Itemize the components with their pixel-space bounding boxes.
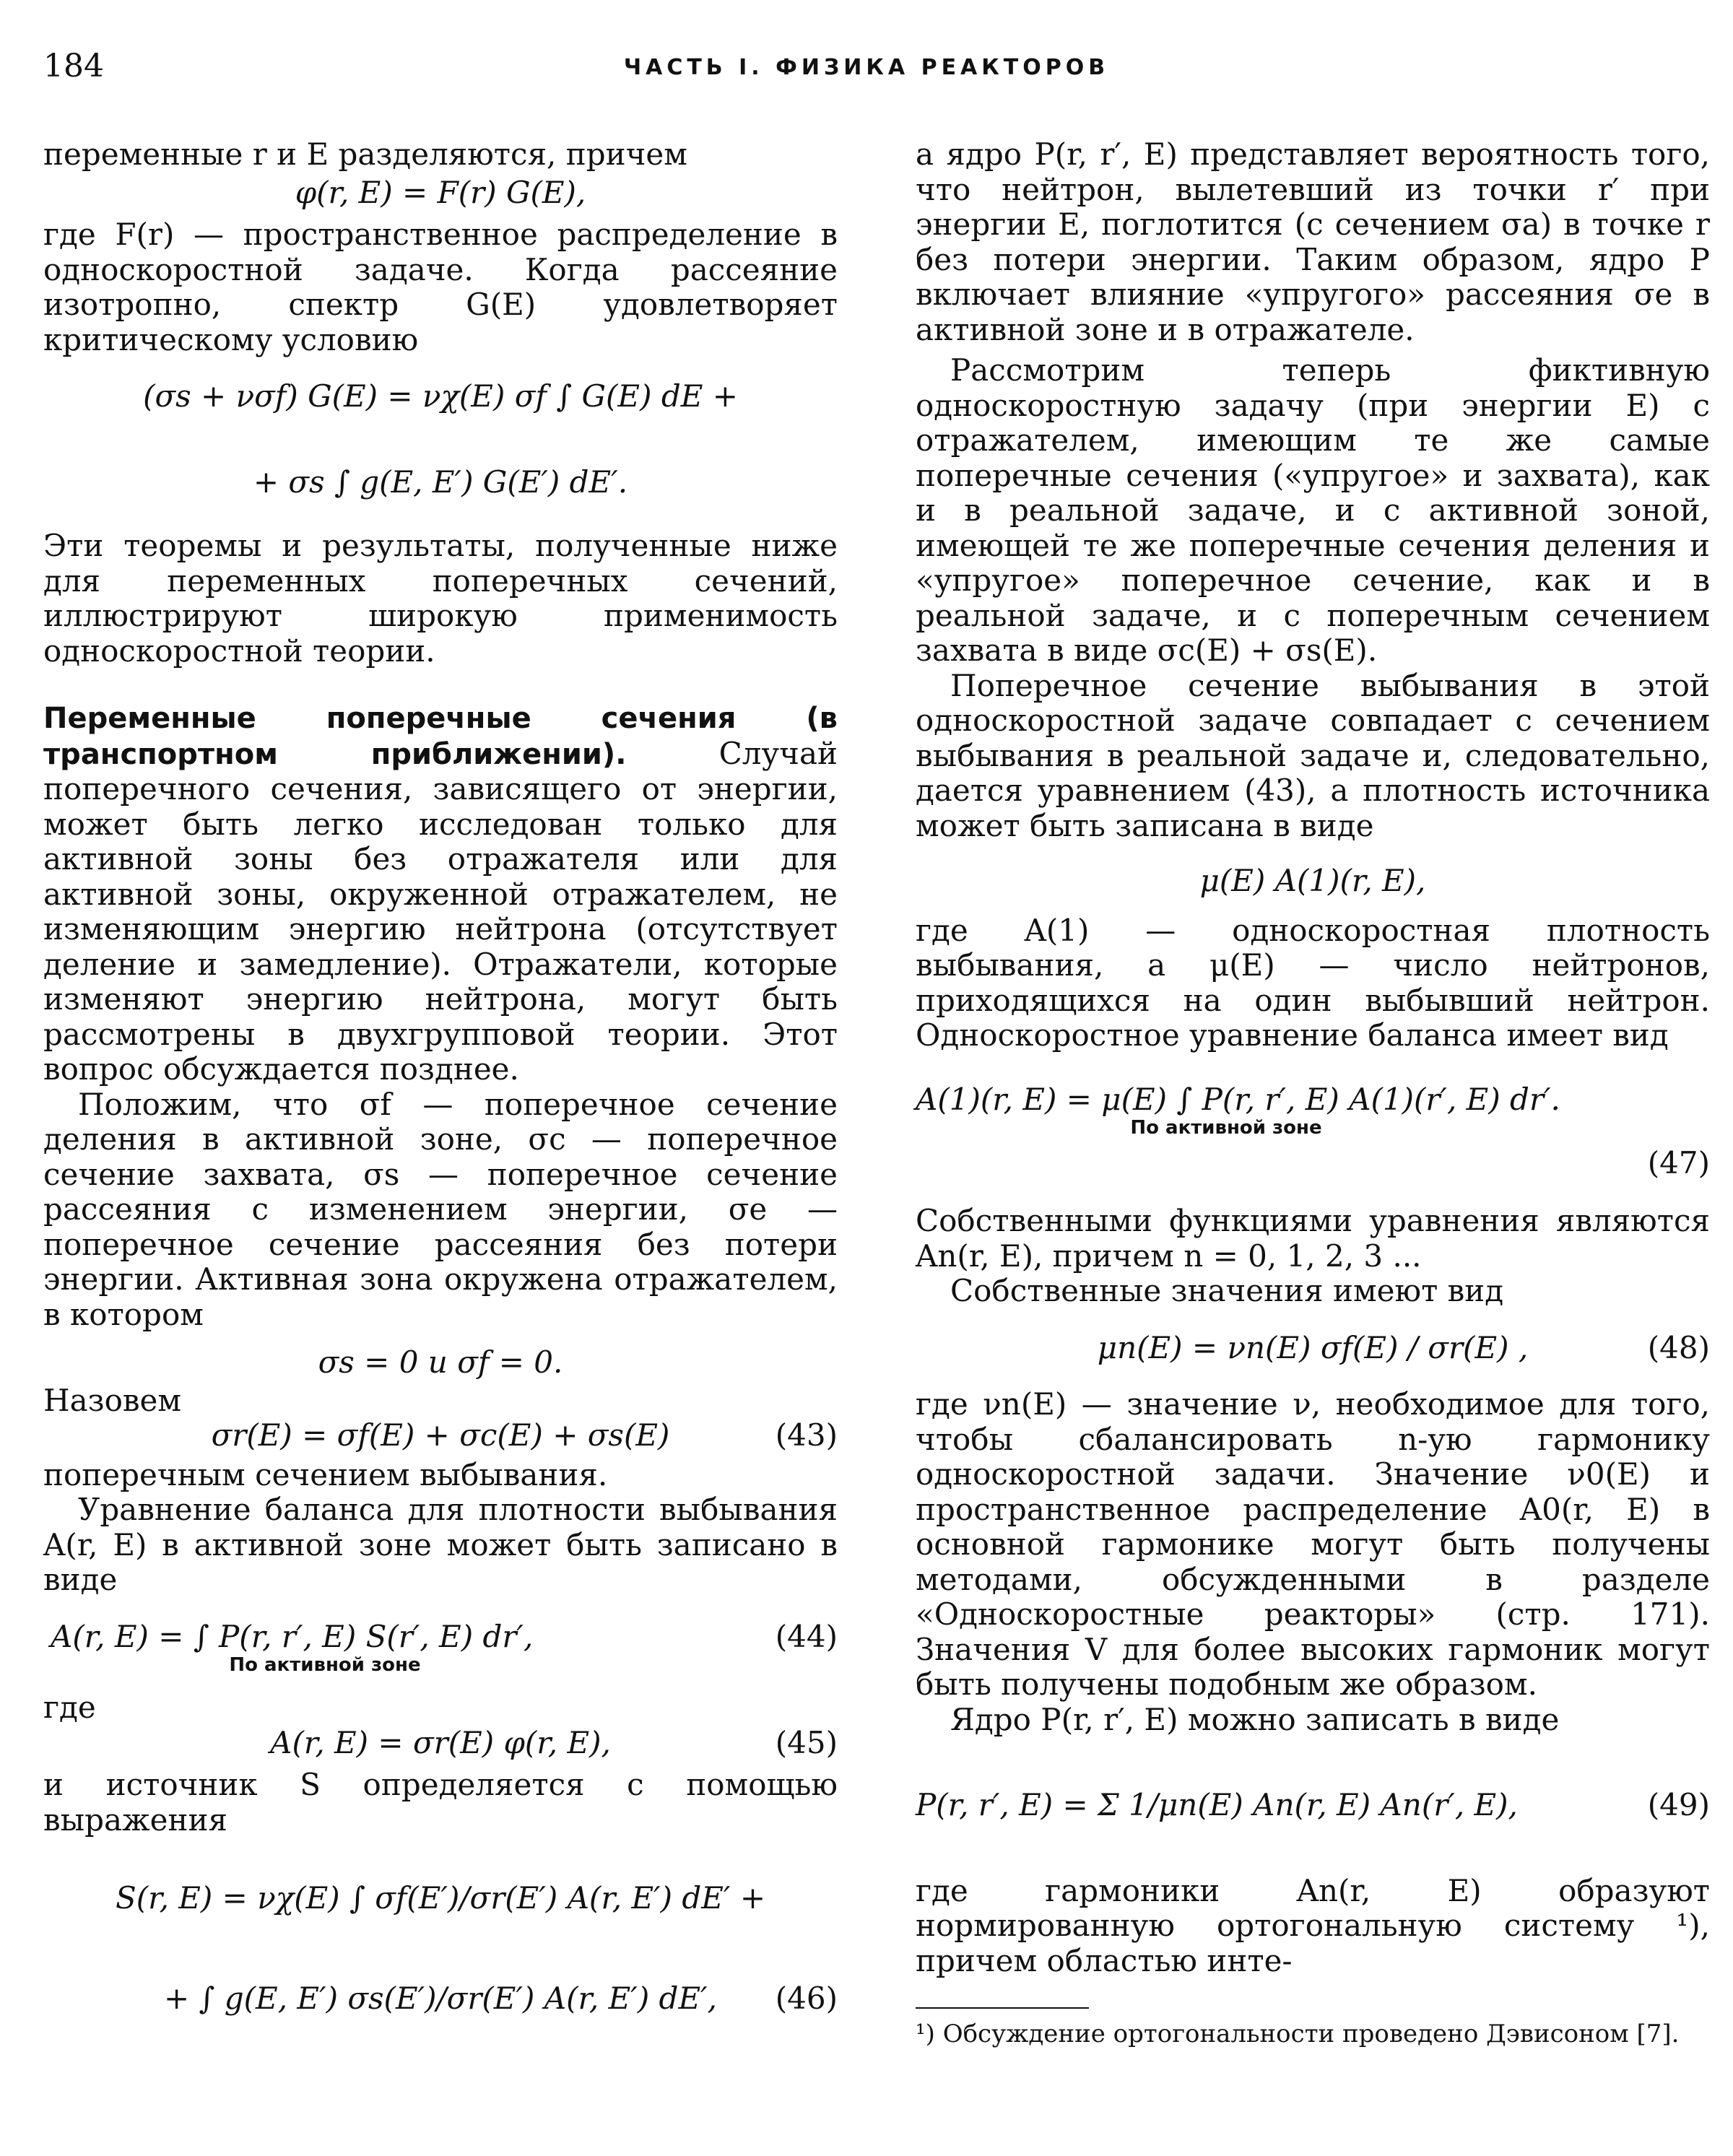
paragraph: Рассмотрим теперь фиктивную односкоростную задачу (при энергии E) с отражателем, имеющим те же самые поперечные сечения («упругое» и захвата), как и в реальной задаче, и с активной зоной, имеющей те же поперечные сечения деления и «упругое» поперечное сечение, как и в реальной задаче, и с поперечным сечением захвата в виде σc(E) + σs(E).	[916, 352, 1710, 668]
paragraph: Эти теоремы и результаты, полученные ниже для переменных поперечных сечений, иллюстрируют широкую применимость односкоростной теории.	[43, 528, 838, 669]
equation-47: A(1)(r, E) = μ(E) ∫ P(r, r′, E) A(1)(r′, E) dr′.	[916, 1081, 1560, 1117]
paragraph: поперечным сечением выбывания.	[43, 1456, 608, 1492]
paragraph: Поперечное сечение выбывания в этой односкоростной задаче совпадает с сечением выбывания в реальной задаче и, следовательно, дается уравнением (43), а плотность источника может быть записана в виде	[916, 667, 1710, 843]
footnote: ¹) Обсуждение ортогональности проведено Дэвисоном [7].	[916, 2020, 1680, 2048]
equation-44: A(r, E) = ∫ P(r, r′, E) S(r′, E) dr′, (44)	[51, 1618, 838, 1654]
section-heading: Переменные поперечные сечения (в транспортном приближении).	[43, 702, 838, 771]
paragraph: и источник S определяется с помощью выражения	[43, 1767, 838, 1838]
footnote-rule	[916, 2007, 1089, 2009]
section-paragraph: Переменные поперечные сечения (в транспортном приближении). Случай поперечного сечения, зависящего от энергии, может быть легко исследован только для активной зоны без отражателя или для активной зоны, окруженной отражателем, не изменяющим энергию нейтрона (отсутствует деление и замедление). Отражатели, которые изменяют энергию нейтрона, могут быть рассмотрены в двухгрупповой теории. Этот вопрос обсуждается позднее.	[43, 702, 838, 1087]
running-head: ЧАСТЬ I. ФИЗИКА РЕАКТОРОВ	[623, 55, 1110, 80]
equation-number: (49)	[1647, 1787, 1710, 1822]
right-column	[916, 137, 1710, 2049]
equation-47-number-row	[916, 1146, 1710, 1189]
equation-critical-line-2: + σs ∫ g(E, E′) G(E′) dE′.	[253, 464, 628, 500]
integration-region-label: По активной зоне	[229, 1654, 421, 1676]
equation-48: μn(E) = νn(E) σf(E) / σr(E) , (48)	[1097, 1329, 1710, 1365]
equation-number: (44)	[775, 1618, 838, 1654]
equation-45: A(r, E) = σr(E) φ(r, E), (45)	[270, 1724, 838, 1760]
equation-46-line-2: + ∫ g(E, E′) σs(E′)/σr(E′) A(r, E′) dE′, (46)	[164, 1980, 838, 2016]
paragraph: где	[43, 1690, 96, 1725]
paragraph: где A(1) — односкоростная плотность выбывания, а μ(E) — число нейтронов, приходящихся на один выбывший нейтрон. Односкоростное уравнение баланса имеет вид	[916, 912, 1710, 1053]
paragraph: Назовем	[43, 1382, 182, 1418]
equation-number: (43)	[775, 1417, 838, 1453]
equation-number: (48)	[1647, 1329, 1710, 1365]
paragraph: где F(r) — пространственное распределение в односкоростной задаче. Когда рассеяние изотропно, спектр G(E) удовлетворяет критическому условию	[43, 217, 838, 357]
equation-49: P(r, r′, E) = Σ 1/μn(E) An(r, E) An(r′, E), (49)	[916, 1787, 1710, 1822]
left-column	[43, 137, 838, 2016]
paragraph: переменные r и E разделяются, причем	[43, 136, 687, 172]
equation-zero: σs = 0 и σf = 0.	[318, 1344, 563, 1380]
paragraph: Ядро P(r, r′, E) можно записать в виде	[950, 1701, 1560, 1737]
paragraph: Положим, что σf — поперечное сечение деления в активной зоне, σc — поперечное сечение захвата, σs — поперечное сечение рассеяния с изменением энергии, σe — поперечное сечение рассеяния без потери энергии. Активная зона окружена отражателем, в котором	[43, 1086, 838, 1332]
equation-number: (45)	[775, 1724, 838, 1760]
equation-phi: φ(r, E) = F(r) G(E),	[295, 174, 586, 210]
integration-region-label: По активной зоне	[1130, 1117, 1322, 1139]
equation-43: σr(E) = σf(E) + σc(E) + σs(E) (43)	[211, 1417, 838, 1453]
paragraph: где гармоники An(r, E) образуют нормированную ортогональную систему ¹), причем областью инте-	[916, 1872, 1710, 1978]
equation-number: (46)	[775, 1980, 838, 2016]
equation-number: (47)	[1647, 1145, 1710, 1181]
equation-46-line-1: S(r, E) = νχ(E) ∫ σf(E′)/σr(E′) A(r, E′) dE′ +	[115, 1880, 766, 1916]
equation-critical-line-1: (σs + νσf) G(E) = νχ(E) σf ∫ G(E) dE +	[143, 378, 738, 414]
paragraph: Уравнение баланса для плотности выбывания A(r, E) в активной зоне может быть записано в виде	[43, 1492, 838, 1597]
page-number: 184	[43, 48, 104, 84]
paragraph: Собственными функциями уравнения являются An(r, E), причем n = 0, 1, 2, 3 ...	[916, 1203, 1710, 1274]
paragraph: где νn(E) — значение ν, необходимое для того, чтобы сбалансировать n-ую гармонику односкоростной задачи. Значение ν0(E) и пространственное распределение A0(r, E) в основной гармонике могут быть получены методами, обсужденными в разделе «Односкоростные реакторы» (стр. 171). Значения V для более высоких гармоник могут быть получены подобным же образом.	[916, 1386, 1710, 1702]
paragraph: Собственные значения имеют вид	[950, 1273, 1504, 1308]
equation-mu: μ(E) A(1)(r, E),	[1199, 863, 1426, 898]
paragraph: а ядро P(r, r′, E) представляет вероятность того, что нейтрон, вылетевший из точки r′ при энергии E, поглотится (с сечением σa) в точке r без потери энергии. Таким образом, ядро P включает влияние «упругого» рассеяния σe в активной зоне и в отражателе.	[916, 136, 1710, 347]
